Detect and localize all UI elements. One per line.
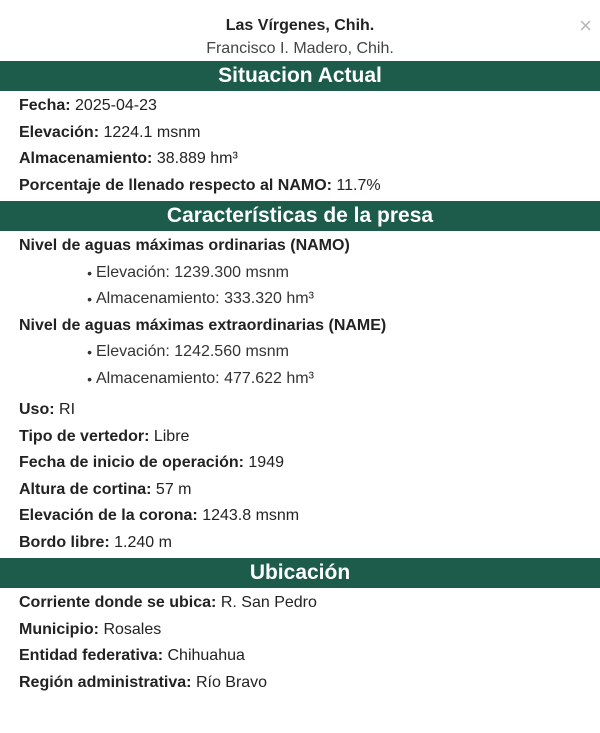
row-value: Río Bravo: [195, 673, 268, 691]
row-value: 38.889 hm³: [156, 150, 238, 167]
row-value: 1949: [248, 454, 284, 471]
row-label: Bordo libre:: [19, 533, 110, 551]
row-uso: [0, 397, 600, 424]
dam-info-popup: [0, 13, 600, 733]
row-label: Elevación de la corona:: [19, 507, 198, 524]
row-label: Fecha de inicio de operación:: [19, 454, 244, 471]
namo-heading: Nivel de aguas máximas ordinarias (NAMO): [19, 237, 350, 254]
namo-list: [0, 260, 600, 313]
row-municipio: [0, 617, 600, 644]
row-value: 2025-04-23: [75, 97, 157, 114]
row-value: RI: [59, 401, 76, 418]
row-elevacion: [0, 120, 600, 147]
row-altura-cortina: [0, 477, 600, 504]
row-bordo-libre: [0, 530, 600, 557]
close-icon[interactable]: ×: [579, 13, 592, 38]
section-situacion-actual: Situacion Actual: [0, 61, 600, 91]
row-value: Chihuahua: [167, 647, 245, 664]
row-label: Corriente donde se ubica:: [19, 594, 217, 611]
row-value: 11.7%: [336, 176, 381, 194]
row-value: Libre: [153, 427, 190, 445]
popup-title: Las Vírgenes, Chih.: [225, 17, 375, 34]
row-elevacion-corona: [0, 503, 600, 530]
row-fecha-inicio: [0, 450, 600, 477]
row-almacenamiento: [0, 146, 600, 173]
name-list: [0, 339, 600, 392]
row-label: Fecha:: [19, 97, 71, 114]
row-region: [0, 670, 600, 697]
row-entidad: [0, 643, 600, 670]
row-value: Rosales: [103, 620, 162, 638]
popup-subtitle: Francisco I. Madero, Chih.: [206, 40, 394, 57]
row-label: Altura de cortina:: [19, 480, 152, 498]
list-item: • Almacenamiento: 477.622 hm³: [0, 366, 600, 393]
row-label: Elevación:: [19, 123, 100, 141]
row-label: Tipo de vertedor:: [19, 427, 150, 445]
section-caracteristicas: Características de la presa: [0, 201, 600, 231]
row-corriente: [0, 590, 600, 617]
row-tipo-vertedor: [0, 424, 600, 451]
row-value: 1243.8 msnm: [202, 507, 300, 524]
row-value: R. San Pedro: [220, 594, 317, 611]
row-label: Almacenamiento:: [19, 150, 153, 167]
row-porcentaje: [0, 173, 600, 200]
row-label: Uso:: [19, 401, 55, 418]
row-label: Entidad federativa:: [19, 647, 164, 664]
row-value: 1.240 m: [114, 533, 172, 551]
row-label: Porcentaje de llenado respecto al NAMO:: [19, 176, 332, 194]
name-heading: Nivel de aguas máximas extraordinarias (NAME): [19, 316, 387, 334]
row-value: 57 m: [155, 480, 192, 498]
row-fecha: [0, 93, 600, 120]
list-item: • Elevación: 1239.300 msnm: [0, 260, 600, 287]
row-value: 1224.1 msnm: [103, 123, 201, 141]
section-ubicacion: Ubicación: [0, 558, 600, 588]
list-item: • Almacenamiento: 333.320 hm³: [0, 286, 600, 313]
row-label: Municipio:: [19, 620, 99, 638]
row-label: Región administrativa:: [19, 673, 192, 691]
list-item: • Elevación: 1242.560 msnm: [0, 339, 600, 366]
